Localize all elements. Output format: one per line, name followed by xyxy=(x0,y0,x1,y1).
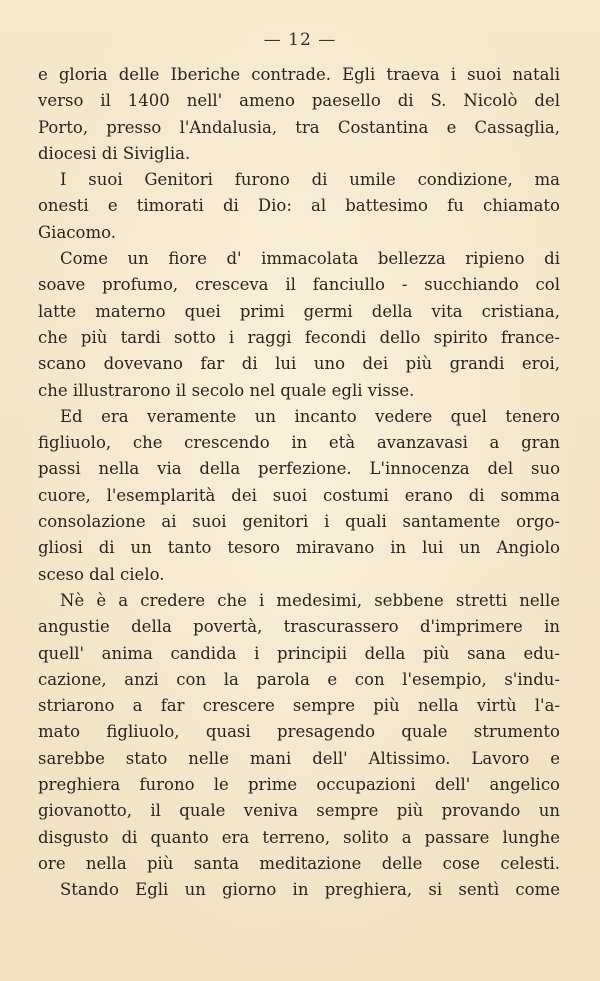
page-number: — 12 — xyxy=(263,30,337,50)
paragraph-3 xyxy=(38,246,560,404)
text-line: cuore, l'esemplarità dei suoi costumi erano di somma xyxy=(38,485,560,505)
text-line: quell' anima candida i principii della più sana edu- xyxy=(38,643,560,663)
text-line: cazione, anzi con la parola e con l'esempio, s'indu- xyxy=(38,669,560,689)
text-line: scano dovevano far di lui uno dei più grandi eroi, xyxy=(38,354,560,374)
paragraph-4 xyxy=(38,404,560,588)
paragraph-1 xyxy=(38,62,560,167)
text-line: disgusto di quanto era terreno, solito a passare lunghe xyxy=(38,827,560,847)
text-line: Stando Egli un giorno in preghiera, si sentì come xyxy=(60,880,560,900)
text-line: preghiera furono le prime occupazioni dell' angelico xyxy=(38,775,560,795)
text-line: verso il 1400 nell' ameno paesello di S. Nicolò del xyxy=(38,91,560,111)
text-line: giovanotto, il quale veniva sempre più provando un xyxy=(38,801,560,821)
text-line: diocesi di Siviglia. xyxy=(38,143,191,163)
text-line: Ed era veramente un incanto vedere quel tenero xyxy=(60,406,560,426)
text-line: latte materno quei primi germi della vita cristiana, xyxy=(38,301,560,321)
text-line: sarebbe stato nelle mani dell' Altissimo. Lavoro e xyxy=(38,748,560,768)
text-line: Giacomo. xyxy=(38,222,117,242)
paragraph-5 xyxy=(38,588,560,877)
text-line: Porto, presso l'Andalusia, tra Costantina e Cassaglia, xyxy=(38,117,560,137)
text-line: consolazione ai suoi genitori i quali santamente orgo- xyxy=(38,512,560,532)
text-line: sceso dal cielo. xyxy=(38,564,165,584)
text-line: gliosi di un tanto tesoro miravano in lui un Angiolo xyxy=(38,538,560,558)
text-line: e gloria delle Iberiche contrade. Egli traeva i suoi natali xyxy=(38,65,560,84)
text-line: Nè è a credere che i medesimi, sebbene stretti nelle xyxy=(60,590,560,610)
text-line: figliuolo, che crescendo in età avanzavasi a gran xyxy=(38,433,560,453)
text-line: striarono a far crescere sempre più nella virtù l'a- xyxy=(38,696,560,716)
text-line: ore nella più santa meditazione delle cose celesti. xyxy=(38,853,560,873)
body-text xyxy=(38,62,560,904)
text-line: Come un fiore d' immacolata bellezza ripieno di xyxy=(60,249,560,269)
paragraph-2 xyxy=(38,167,560,246)
text-line: I suoi Genitori furono di umile condizione, ma xyxy=(60,170,560,190)
text-line: soave profumo, cresceva il fanciullo - succhiando col xyxy=(38,275,560,295)
text-line: onesti e timorati di Dio: al battesimo fu chiamato xyxy=(38,196,560,216)
paragraph-6 xyxy=(38,877,560,903)
text-line: mato figliuolo, quasi presagendo quale strumento xyxy=(38,722,560,742)
text-line: angustie della povertà, trascurassero d'imprimere in xyxy=(38,617,560,637)
text-line: che più tardi sotto i raggi fecondi dello spirito france- xyxy=(38,327,560,347)
text-line: che illustrarono il secolo nel quale egli visse. xyxy=(38,380,415,400)
text-line: passi nella via della perfezione. L'innocenza del suo xyxy=(38,459,560,479)
